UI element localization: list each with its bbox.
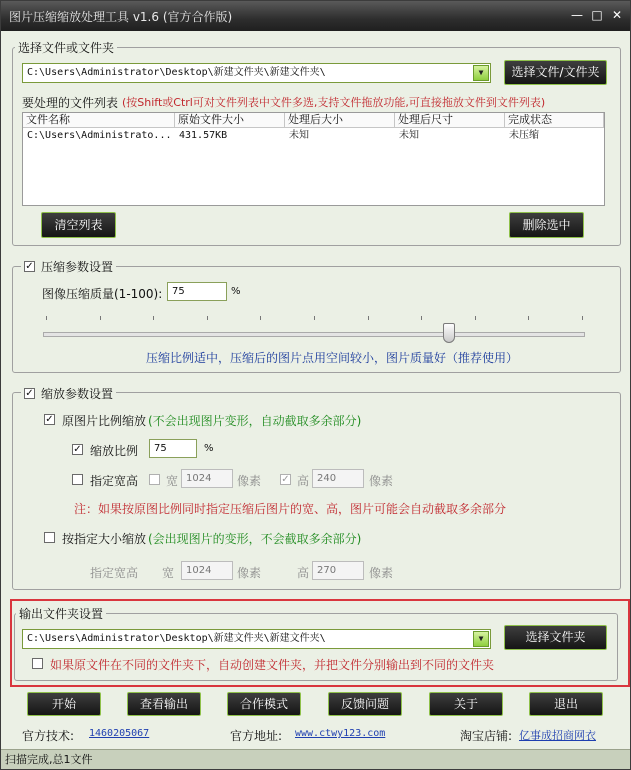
size-width-label: 宽 [162, 566, 175, 580]
output-group-title: 输出文件夹设置 [16, 605, 106, 622]
about-button[interactable]: 关于 [429, 692, 503, 716]
site-link[interactable]: www.ctwy123.com [295, 728, 386, 739]
maximize-button[interactable]: □ [591, 8, 603, 22]
height-label: 高 [297, 474, 310, 488]
slider-tick [207, 316, 208, 320]
select-output-folder-button[interactable]: 选择文件夹 [504, 625, 607, 650]
exit-button[interactable]: 退出 [529, 692, 603, 716]
select-file-folder-button[interactable]: 选择文件/文件夹 [504, 60, 607, 85]
column-header-status[interactable]: 完成状态 [505, 113, 604, 128]
output-path-combobox[interactable] [22, 629, 491, 649]
tech-link[interactable]: 1460205067 [89, 728, 150, 739]
ratio-unit: % [204, 443, 214, 454]
column-header-original-size[interactable]: 原始文件大小 [175, 113, 285, 128]
fixed-size-label: 指定宽高 [90, 474, 139, 488]
row-file-name: C:\Users\Administrato... [27, 130, 172, 141]
column-header-processed-dimensions[interactable]: 处理后尺寸 [395, 113, 505, 128]
size-width-unit: 像素 [237, 566, 262, 580]
view-output-button[interactable]: 查看输出 [127, 692, 201, 716]
column-header-name[interactable]: 文件名称 [23, 113, 175, 128]
window-title: 图片压缩缩放处理工具 v1.6 (官方合作版) [9, 10, 233, 24]
delete-selected-button[interactable]: 删除选中 [509, 212, 584, 238]
cooperation-mode-button[interactable]: 合作模式 [227, 692, 301, 716]
slider-tick [475, 316, 476, 320]
proportional-label: 原图片比例缩放 [62, 414, 147, 428]
slider-tick [421, 316, 422, 320]
ratio-input[interactable]: 75 [149, 439, 197, 458]
fixed-size-checkbox[interactable] [72, 474, 83, 485]
fixed-size-scale-hint: (会出现图片的变形，不会截取多余部分) [148, 532, 362, 546]
slider-tick [100, 316, 101, 320]
shop-label: 淘宝店铺: [460, 729, 513, 743]
clear-list-button[interactable]: 清空列表 [41, 212, 116, 238]
fixed-size-scale-label: 按指定大小缩放 [62, 532, 147, 546]
proportional-checkbox[interactable]: ✓ [45, 414, 54, 425]
size-height-input[interactable]: 270 [312, 561, 364, 580]
compress-group-title: 压缩参数设置 [21, 258, 116, 275]
source-path-combobox[interactable] [22, 63, 491, 83]
height-checkbox[interactable]: ✓ [281, 474, 290, 485]
shop-link[interactable]: 亿事成招商网衣 [519, 729, 596, 742]
width-checkbox[interactable] [149, 474, 160, 485]
width-input[interactable]: 1024 [181, 469, 233, 488]
tech-label: 官方技术: [22, 729, 75, 743]
size-height-label: 高 [297, 566, 310, 580]
compress-hint: 压缩比例适中，压缩后的图片点用空间较小，图片质量好（推荐使用） [146, 351, 519, 365]
row-processed-size: 未知 [289, 130, 309, 141]
file-list-label: 要处理的文件列表 [22, 96, 119, 110]
row-original-size: 431.57KB [179, 130, 228, 141]
height-unit: 像素 [369, 474, 394, 488]
size-height-unit: 像素 [369, 566, 394, 580]
slider-tick [314, 316, 315, 320]
auto-folder-checkbox[interactable] [32, 658, 43, 669]
ratio-checkbox[interactable]: ✓ [73, 444, 82, 455]
fixed-size-scale-checkbox[interactable] [44, 532, 55, 543]
ratio-label: 缩放比例 [90, 444, 139, 458]
row-status: 未压缩 [509, 130, 539, 141]
chevron-down-icon[interactable]: ▼ [473, 65, 489, 81]
file-list-table[interactable] [22, 112, 605, 206]
slider-tick [528, 316, 529, 320]
scale-group-title: 缩放参数设置 [21, 385, 116, 402]
slider-thumb[interactable] [443, 323, 455, 343]
height-input[interactable]: 240 [312, 469, 364, 488]
select-file-group-title: 选择文件或文件夹 [15, 39, 117, 56]
quality-input[interactable]: 75 [167, 282, 227, 301]
quality-label: 图像压缩质量(1-100): [42, 287, 163, 301]
compress-enable-checkbox[interactable]: ✓ [25, 261, 34, 272]
width-label: 宽 [166, 474, 179, 488]
source-path-value: C:\Users\Administrator\Desktop\新建文件夹\新建文件夹\ [27, 67, 326, 78]
chevron-down-icon[interactable]: ▼ [473, 631, 489, 647]
scale-note: 注：如果按原图比例同时指定压缩后图片的宽、高，图片可能会自动截取多余部分 [74, 502, 507, 516]
title-bar[interactable] [1, 1, 630, 31]
output-path-value: C:\Users\Administrator\Desktop\新建文件夹\新建文件夹\ [27, 633, 326, 644]
size-fixed-label: 指定宽高 [90, 566, 139, 580]
quality-percent: % [231, 286, 241, 297]
scale-enable-checkbox[interactable]: ✓ [25, 388, 34, 399]
slider-tick [582, 316, 583, 320]
auto-folder-label: 如果原文件在不同的文件夹下，自动创建文件夹，并把文件分别输出到不同的文件夹 [50, 658, 495, 672]
column-header-processed-size[interactable]: 处理后大小 [285, 113, 395, 128]
status-bar: 扫描完成,总1文件 [1, 749, 630, 769]
close-button[interactable]: ✕ [611, 8, 623, 22]
slider-tick [368, 316, 369, 320]
proportional-hint: (不会出现图片变形，自动截取多余部分) [148, 414, 362, 428]
site-label: 官方地址: [230, 729, 283, 743]
slider-tick [260, 316, 261, 320]
slider-tick [153, 316, 154, 320]
slider-track[interactable] [43, 332, 585, 337]
feedback-button[interactable]: 反馈问题 [328, 692, 402, 716]
file-list-hint: (按Shift或Ctrl可对文件列表中文件多选,支持文件拖放功能,可直接拖放文件到文件列表) [122, 96, 546, 109]
slider-tick [46, 316, 47, 320]
row-processed-dimensions: 未知 [399, 130, 419, 141]
minimize-button[interactable]: — [571, 8, 583, 22]
width-unit: 像素 [237, 474, 262, 488]
size-width-input[interactable]: 1024 [181, 561, 233, 580]
start-button[interactable]: 开始 [27, 692, 101, 716]
